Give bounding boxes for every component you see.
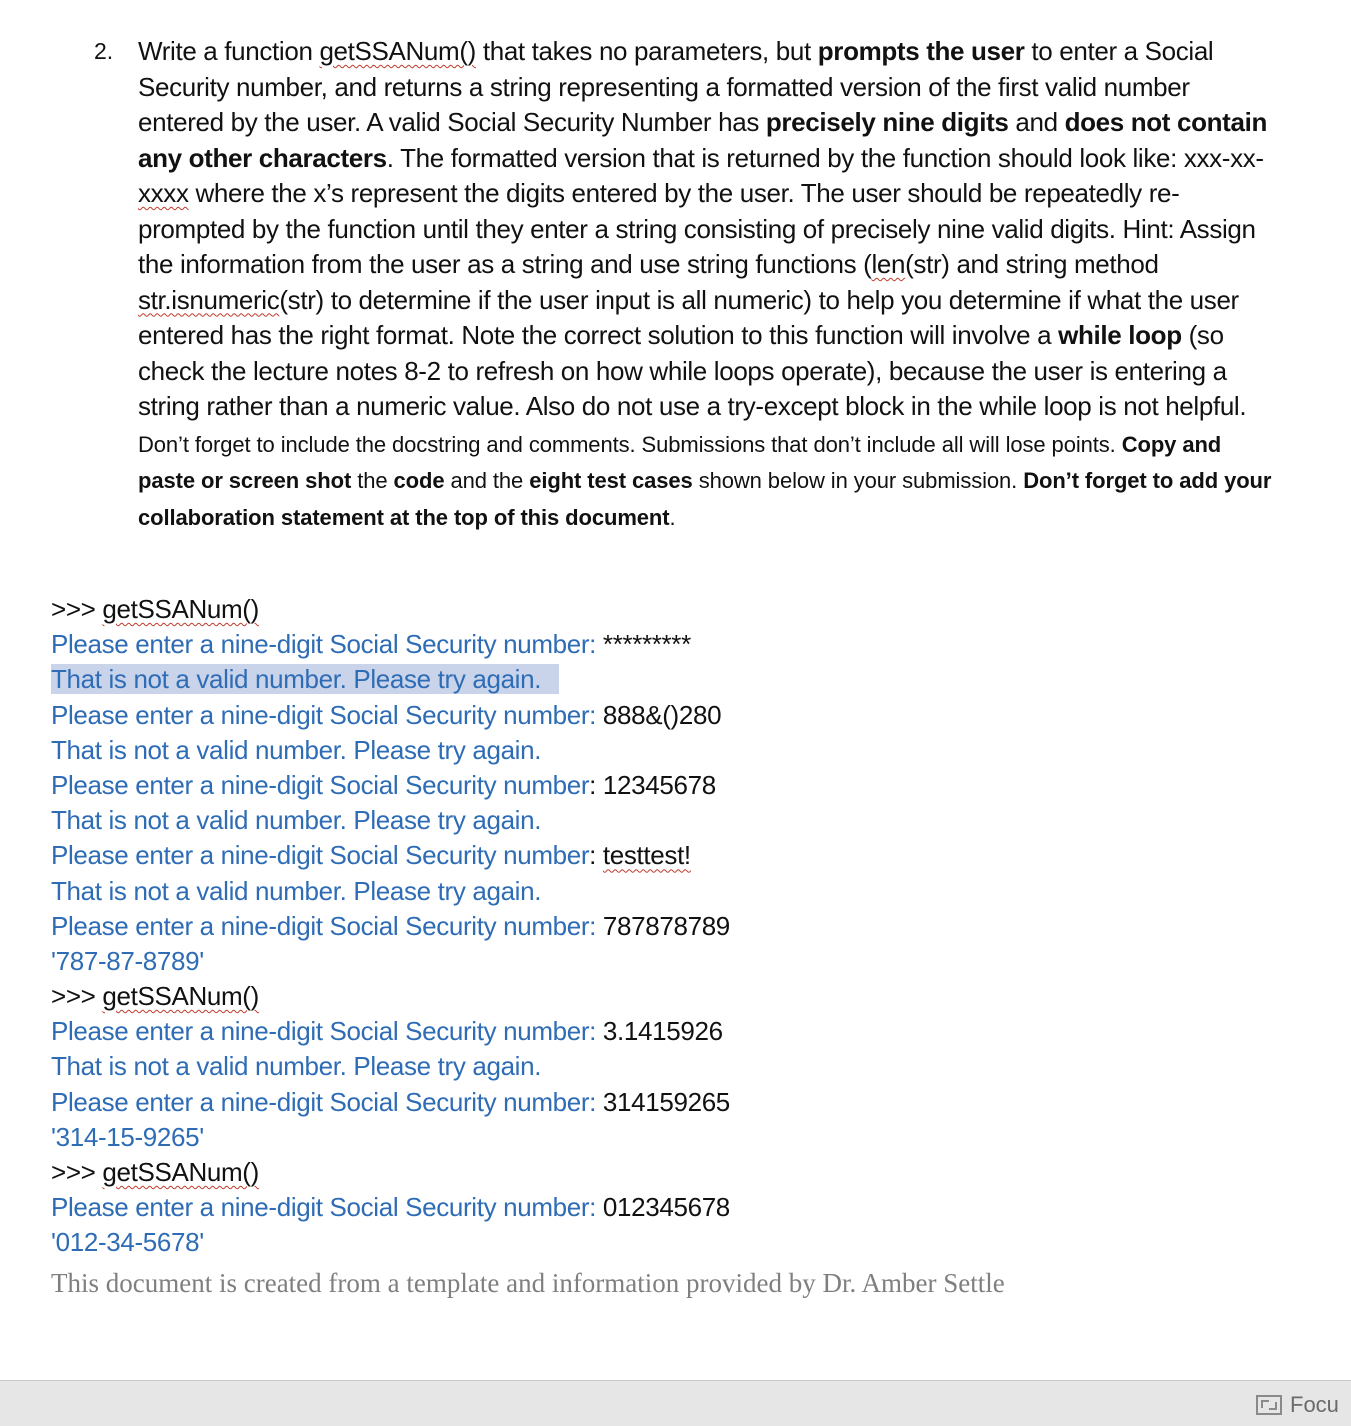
question-segment: len [871,249,906,279]
question-segment: Don’t forget to add your collaboration statement at the top of this document [138,468,1272,530]
transcript-text: That is not a valid number. Please try again. [51,1051,542,1082]
question-segment: precisely nine digits [765,107,1009,137]
transcript-line [51,627,1251,662]
transcript-text: Please enter a nine-digit Social Security number [51,840,590,871]
transcript-text: Please enter a nine-digit Social Security number: [51,1192,603,1223]
transcript-line [51,1014,1251,1049]
transcript-line [51,874,1251,909]
transcript-text: Please enter a nine-digit Social Security number: [51,910,603,941]
question-segment: (so check the lecture notes 8-2 to refresh on how while loops operate), because the user is entering a string rather than a numeric value. Also do not use a try-except block in the while loop is not helpful. [138,320,1247,421]
transcript-text: That is not a valid number. Please try again. [51,734,542,765]
transcript-text: Please enter a nine-digit Social Security number: [51,1086,603,1117]
transcript-text: ********* [602,629,691,660]
question-segment: to enter a Social Security number, and returns a string representing a formatted version of the first valid number entered by the user. A valid Social Security Number has [138,36,1214,137]
transcript-line [51,979,1251,1014]
transcript-text: Please enter a nine-digit Social Security number [51,769,590,800]
transcript-line [51,698,1251,733]
question-segment: str.isnumeric [138,284,280,315]
transcript-line [51,1120,1251,1155]
question-segment: eight test cases [529,468,693,493]
question-text [138,34,1278,535]
question-segment: the [351,468,394,493]
question-segment: getSSANum() [319,36,476,66]
transcript-text: >>> [51,594,103,624]
transcript-text: getSSANum() [102,981,259,1012]
question-segment: while loop [1058,320,1182,350]
transcript-text: 012345678 [602,1192,730,1223]
transcript-text: 314159265 [602,1086,730,1117]
focus-mode-button[interactable] [1256,1393,1339,1417]
question-segment: does not contain any other characters [138,107,1267,173]
question-segment: (str) to determine if the user input is all numeric) to help you determine if what the user entered has the right format. Note the correct solution to this function will involve a [138,284,1239,350]
transcript-line [51,1085,1251,1120]
transcript-line [51,803,1251,838]
transcript-text: Please enter a nine-digit Social Security number: [51,629,603,660]
status-bar [0,1380,1351,1426]
transcript-text: Please enter a nine-digit Social Security number: [51,699,603,730]
template-attribution-note: This document is created from a template and information provided by Dr. Amber Settle [51,1268,1005,1298]
transcript-text: testtest! [602,840,691,871]
transcript-text: '787-87-8789' [51,945,204,976]
question-segment: . [669,504,676,530]
focus-mode-icon [1256,1395,1282,1415]
transcript-text: That is not a valid number. Please try again. [51,664,559,694]
question-segment: that takes no parameters, but [475,36,818,66]
transcript-text: : [589,840,603,871]
question-segment: Copy and paste or screen shot [138,431,1222,493]
transcript-line [51,944,1251,979]
transcript-line [51,662,1251,697]
question-segment: Don’t forget to include the docstring and comments. Submissions that don’t include all will lose points. [138,431,1122,457]
transcript-text: 888&()280 [602,699,722,730]
focus-mode-label: Focu [1290,1392,1339,1417]
transcript-text: That is not a valid number. Please try again. [51,875,542,906]
question-segment: (str) and string method [905,249,1159,279]
transcript-text: '314-15-9265' [51,1121,204,1152]
transcript-text: >>> [51,981,103,1012]
transcript-line [51,733,1251,768]
transcript-text: getSSANum() [102,1157,259,1187]
transcript-text: 3.1415926 [602,1016,723,1047]
transcript-line [51,1190,1251,1225]
transcript-text: 787878789 [602,910,730,941]
question-segment: shown below in your submission. [692,468,1024,493]
transcript-text: getSSANum() [102,594,259,624]
question-segment: where the x’s represent the digits entered by the user. The user should be repeatedly re-prompted by the function until they enter a string consisting of precisely nine valid digits. Hint: Assign the information from the user as a string and use string functions ( [138,178,1256,279]
transcript-line [51,838,1251,873]
question-number: 2. [94,38,114,64]
transcript-line [51,1049,1251,1084]
question-segment: . The formatted version that is returned by the function should look like: xxx-xx- [386,142,1264,173]
transcript-text: Please enter a nine-digit Social Security number: [51,1016,603,1047]
test-case-transcript [51,592,1251,1261]
question-segment: Write a function [138,36,320,66]
transcript-line [51,909,1251,944]
transcript-text: : 12345678 [589,769,716,800]
transcript-line [51,592,1251,627]
transcript-line [51,1155,1251,1190]
transcript-line [51,768,1251,803]
question-segment: and the [444,468,530,493]
transcript-text: That is not a valid number. Please try again. [51,805,542,836]
question-segment: xxxx [138,178,189,208]
question-segment: code [393,468,445,493]
transcript-text: '012-34-5678' [51,1227,204,1258]
transcript-line [51,1225,1251,1260]
question-segment: prompts the user [817,36,1025,66]
transcript-text: >>> [51,1157,103,1187]
question-segment: and [1008,107,1065,137]
